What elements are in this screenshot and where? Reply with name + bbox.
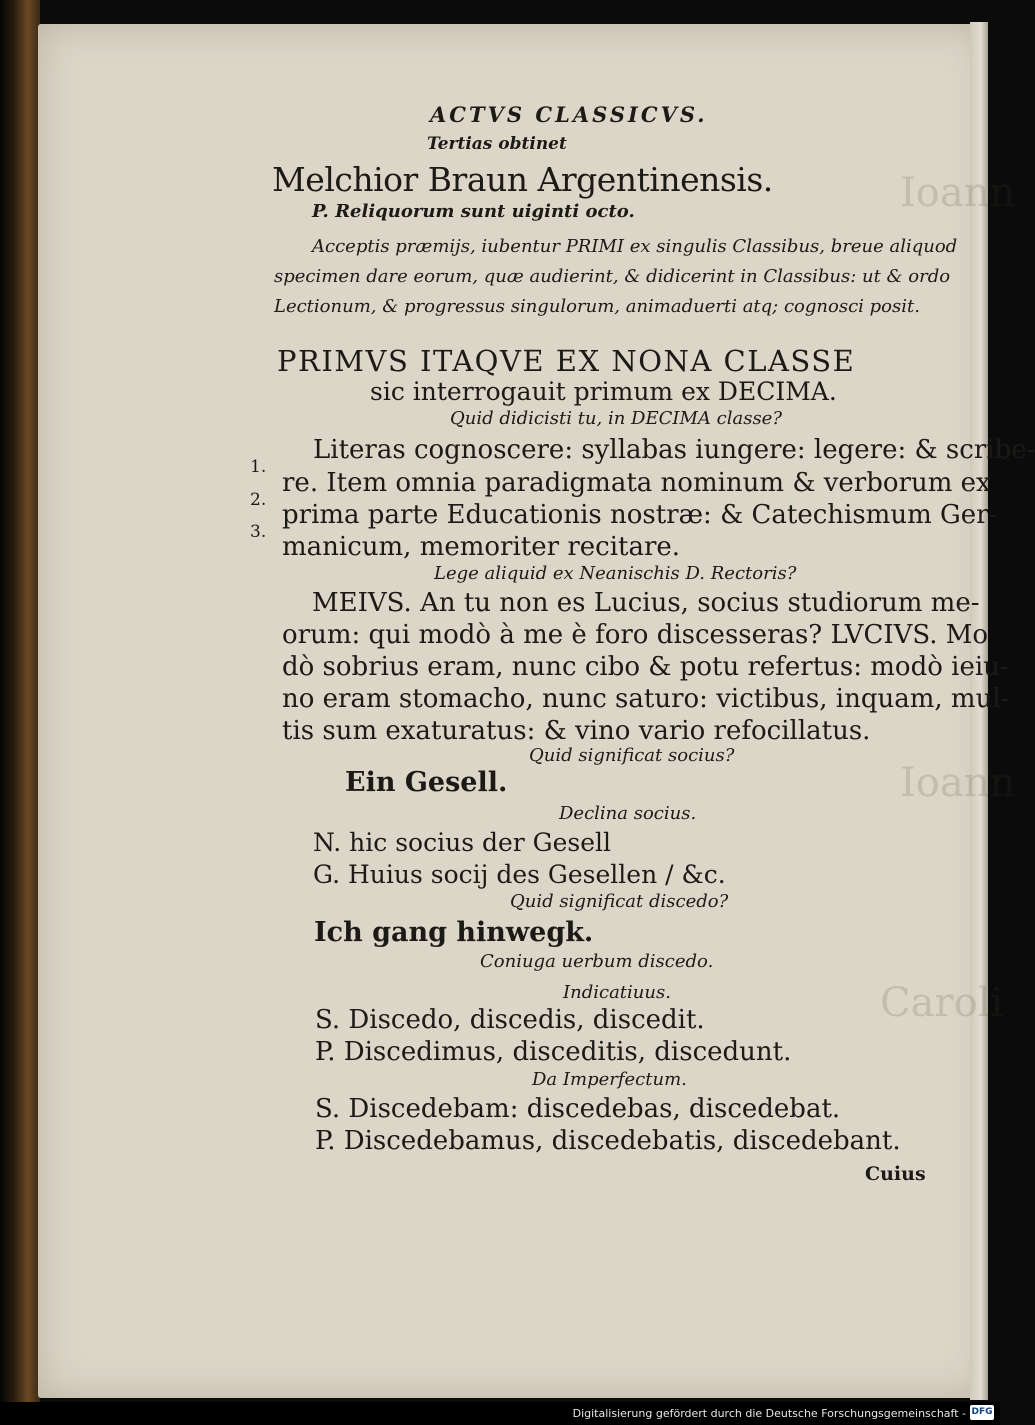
intro-line: Lectionum, & progressus singulorum, animaduerti atq; cognosci posit. bbox=[274, 296, 920, 317]
student-name: Melchior Braun Argentinensis. bbox=[272, 160, 773, 199]
reading-line: dò sobrius eram, nunc cibo & potu refertus: modò ieiu- bbox=[282, 652, 1009, 682]
conjugation-line: P. Discedebamus, discedebatis, discedebant. bbox=[315, 1126, 901, 1156]
answer-line: prima parte Educationis nostræ: & Catechismum Ger- bbox=[282, 500, 998, 530]
reading-line: no eram stomacho, nunc saturo: victibus, inquam, mul- bbox=[282, 684, 1010, 714]
conjugation-line: P. Discedimus, disceditis, discedunt. bbox=[315, 1037, 792, 1067]
catchword: Cuius bbox=[865, 1163, 926, 1185]
section-subheading: sic interrogauit primum ex DECIMA. bbox=[370, 377, 837, 406]
show-through-text: Ioann bbox=[900, 170, 1016, 216]
reading-line: MEIVS. An tu non es Lucius, socius studiorum me- bbox=[312, 588, 980, 618]
declension-line: N. hic socius der Gesell bbox=[313, 828, 612, 857]
dfg-logo: DFG bbox=[970, 1405, 994, 1420]
remaining-count: P. Reliquorum sunt uiginti octo. bbox=[312, 201, 635, 222]
margin-number: 2. bbox=[250, 490, 267, 510]
reading-line: tis sum exaturatus: & vino vario refocillatus. bbox=[282, 716, 871, 746]
rank-label: Tertias obtinet bbox=[427, 134, 567, 154]
margin-number: 3. bbox=[250, 522, 267, 542]
question: Quid significat socius? bbox=[529, 745, 735, 766]
show-through-text: Ioann bbox=[900, 760, 1016, 806]
question: Quid didicisti tu, in DECIMA classe? bbox=[450, 408, 782, 429]
question: Coniuga uerbum discedo. bbox=[480, 951, 714, 972]
declension-line: G. Huius socij des Gesellen / &c. bbox=[313, 860, 726, 889]
tense-label: Da Imperfectum. bbox=[532, 1069, 687, 1090]
conjugation-line: S. Discedo, discedis, discedit. bbox=[315, 1005, 705, 1035]
book-spine bbox=[0, 0, 40, 1402]
margin-number: 1. bbox=[250, 457, 267, 477]
german-answer: Ich gang hinwegk. bbox=[314, 917, 594, 948]
question: Quid significat discedo? bbox=[510, 891, 729, 912]
footer-credit: Digitalisierung gefördert durch die Deutsche Forschungsgemeinschaft - bbox=[572, 1407, 966, 1420]
question: Lege aliquid ex Neanischis D. Rectoris? bbox=[434, 563, 797, 584]
question: Declina socius. bbox=[559, 803, 697, 824]
answer-line: Literas cognoscere: syllabas iungere: legere: & scribe- bbox=[313, 435, 1035, 465]
mood-label: Indicatiuus. bbox=[563, 982, 671, 1003]
intro-line: Acceptis præmijs, iubentur PRIMI ex singulis Classibus, breue aliquod bbox=[312, 236, 958, 257]
german-answer: Ein Gesell. bbox=[345, 767, 508, 798]
intro-line: specimen dare eorum, quæ audierint, & didicerint in Classibus: ut & ordo bbox=[274, 266, 951, 287]
running-head: ACTVS CLASSICVS. bbox=[430, 102, 708, 127]
answer-line: re. Item omnia paradigmata nominum & verborum ex bbox=[282, 468, 991, 498]
show-through-text: Caroli bbox=[880, 980, 1004, 1026]
section-heading: PRIMVS ITAQVE EX NONA CLASSE bbox=[277, 344, 856, 378]
answer-line: manicum, memoriter recitare. bbox=[282, 532, 681, 562]
conjugation-line: S. Discedebam: discedebas, discedebat. bbox=[315, 1094, 841, 1124]
reading-line: orum: qui modò à me è foro discesseras? LVCIVS. Mo bbox=[282, 620, 989, 650]
